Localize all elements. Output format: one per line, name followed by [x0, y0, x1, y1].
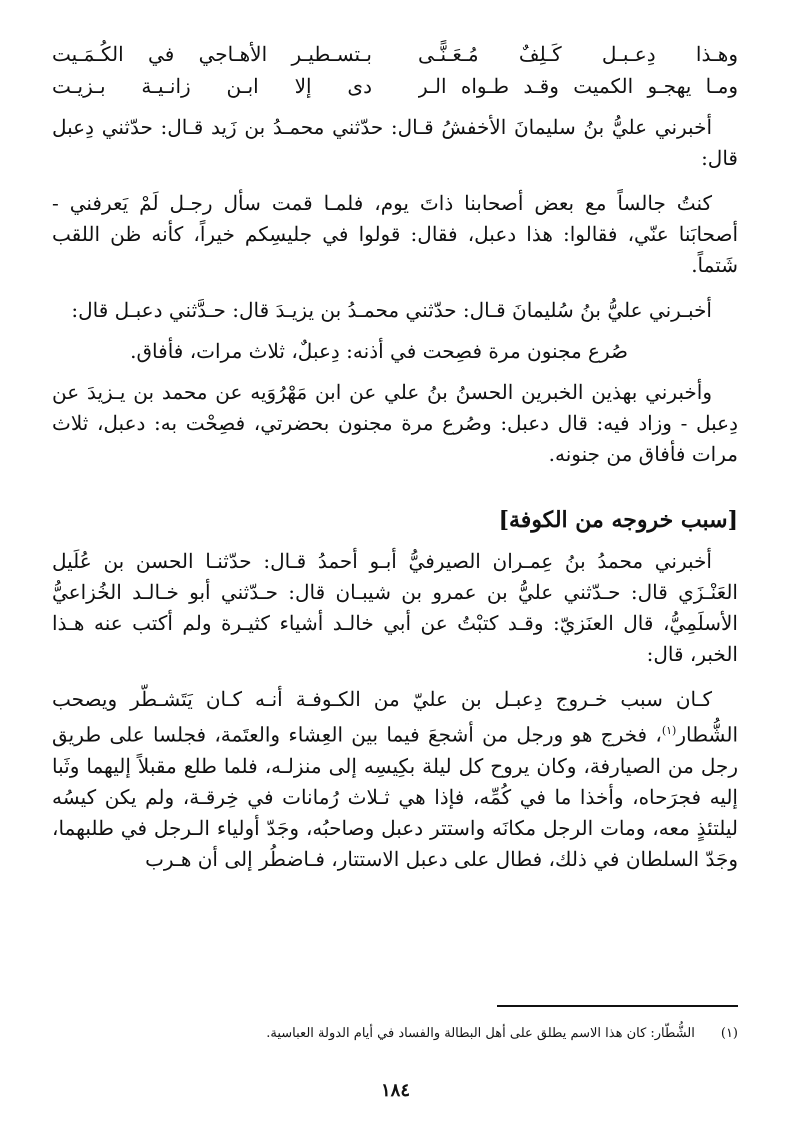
poem-verse [52, 38, 738, 70]
narrative-text: كـان سبب خـروج دِعبـل بن عليّ من الكـوفـة أنـه كـان يَتَشـطّر ويصحب الشُّطار [52, 687, 738, 747]
verse-left-hemistich: دى إلا ابـن زانـيـة بـزيـت [52, 74, 372, 98]
footnote-text: الشُّطّار: كان هذا الاسم يطلق على أهل البطالة والفساد في أيام الدولة العباسية. [266, 1026, 695, 1041]
paragraph-anecdote: كنتُ جالساً مع بعض أصحابنا ذاتَ يوم، فلمـا قمت سأل رجـل لَمْ يَعرفني - أصحابَنا عنّي، فقالوا: هذا دعبل، فقال: قولوا في جليسِكم خيراً، كأنه ظن اللقب شَتماً. [52, 191, 738, 277]
paragraph-isnad: أخبرني محمدُ بنُ عِمـران الصيرفيُّ أبـو أحمدُ قـال: حدّثنـا الحسن بن عُلَيل العَنْـزَي قال: حـدّثني عليُّ بن عمرو بن شيبـان قال: حـدّثني أبو خـالـد الخُزاعيُّ الأسلَمِيُّ، قال العنَزيّ: وقـد كتبْتُ عن أبي خالـد أشياء كثيـرة ولم أكتب عنه هـذا الخبر، قال: [52, 549, 738, 666]
footnote-number: (١) [720, 1026, 738, 1041]
footnote-divider [497, 1005, 738, 1007]
verse-right-hemistich: ومـا يهجـو الكميت وقـد طـواه الـر [418, 74, 738, 98]
page-body [52, 38, 738, 875]
paragraph-isnad: أخبـرني عليُّ بنُ سُليمانَ قـال: حدّثني محمـدُ بن يزيـدَ قال: حـدَّثني دعبـل قال: [71, 298, 712, 322]
narrative-text: ، فخرج هو ورجل من أشجعَ فيما بين العِشاء والعتَمة، فجلسا على طريق رجل من الصيارفة، وكان يروح كل ليلة بكِيسِه إلى منزلـه، فلما طلع مقبلاً إليهما وثَبا إليه فجرَحاه، وأخذا ما في كُمِّه، فإذا هي ثـلاث رُمانات في خِرقـة، ولم يكن كيسُه ليلتئذٍ معه، ومات الرجل مكانَه واستتر دعبل وصاحبُه، وجَدّ أولياء الـرجل في طلبهما، وجَدّ السلطان في ذلك، فطال على دعبل الاستتار، فـاضطُر إلى أن هـرب [52, 722, 738, 871]
footnote-marker: (١) [661, 724, 677, 737]
paragraph-narrative [52, 684, 738, 875]
verse-right-hemistich: وهـذا دِعـبـل كَـلِفٌ مُـعَـنًّـى [418, 42, 738, 66]
footnote [52, 1024, 738, 1044]
section-heading: [سبب خروجه من الكوفة] [498, 507, 738, 533]
paragraph-anecdote: صُرع مجنون مرة فصِحت في أذنه: دِعبلٌ، ثلاث مرات، فأفاق. [130, 339, 628, 363]
paragraph-isnad: أخبرني عليُّ بنُ سليمانَ الأخفشُ قـال: حدّثني محمـدُ بن زَيد قـال: حدّثني دِعبل قال: [52, 115, 738, 170]
verse-left-hemistich: بـتسـطيـر الأهـاجي في الكُـمَـيت [52, 42, 372, 66]
paragraph-isnad: وأخبرني بهذين الخبرين الحسنُ بنُ علي عن ابن مَهْرُوَيه عن محمد بن يـزيدَ عن دِعبل - وزاد فيه: قال دعبل: وصُرع مرة مجنون بحضرتي، فصِحْت به: دعبل، ثلاث مرات فأفاق من جنونه. [52, 380, 738, 466]
page-number: ١٨٤ [380, 1080, 410, 1101]
poem-verse [52, 70, 738, 102]
